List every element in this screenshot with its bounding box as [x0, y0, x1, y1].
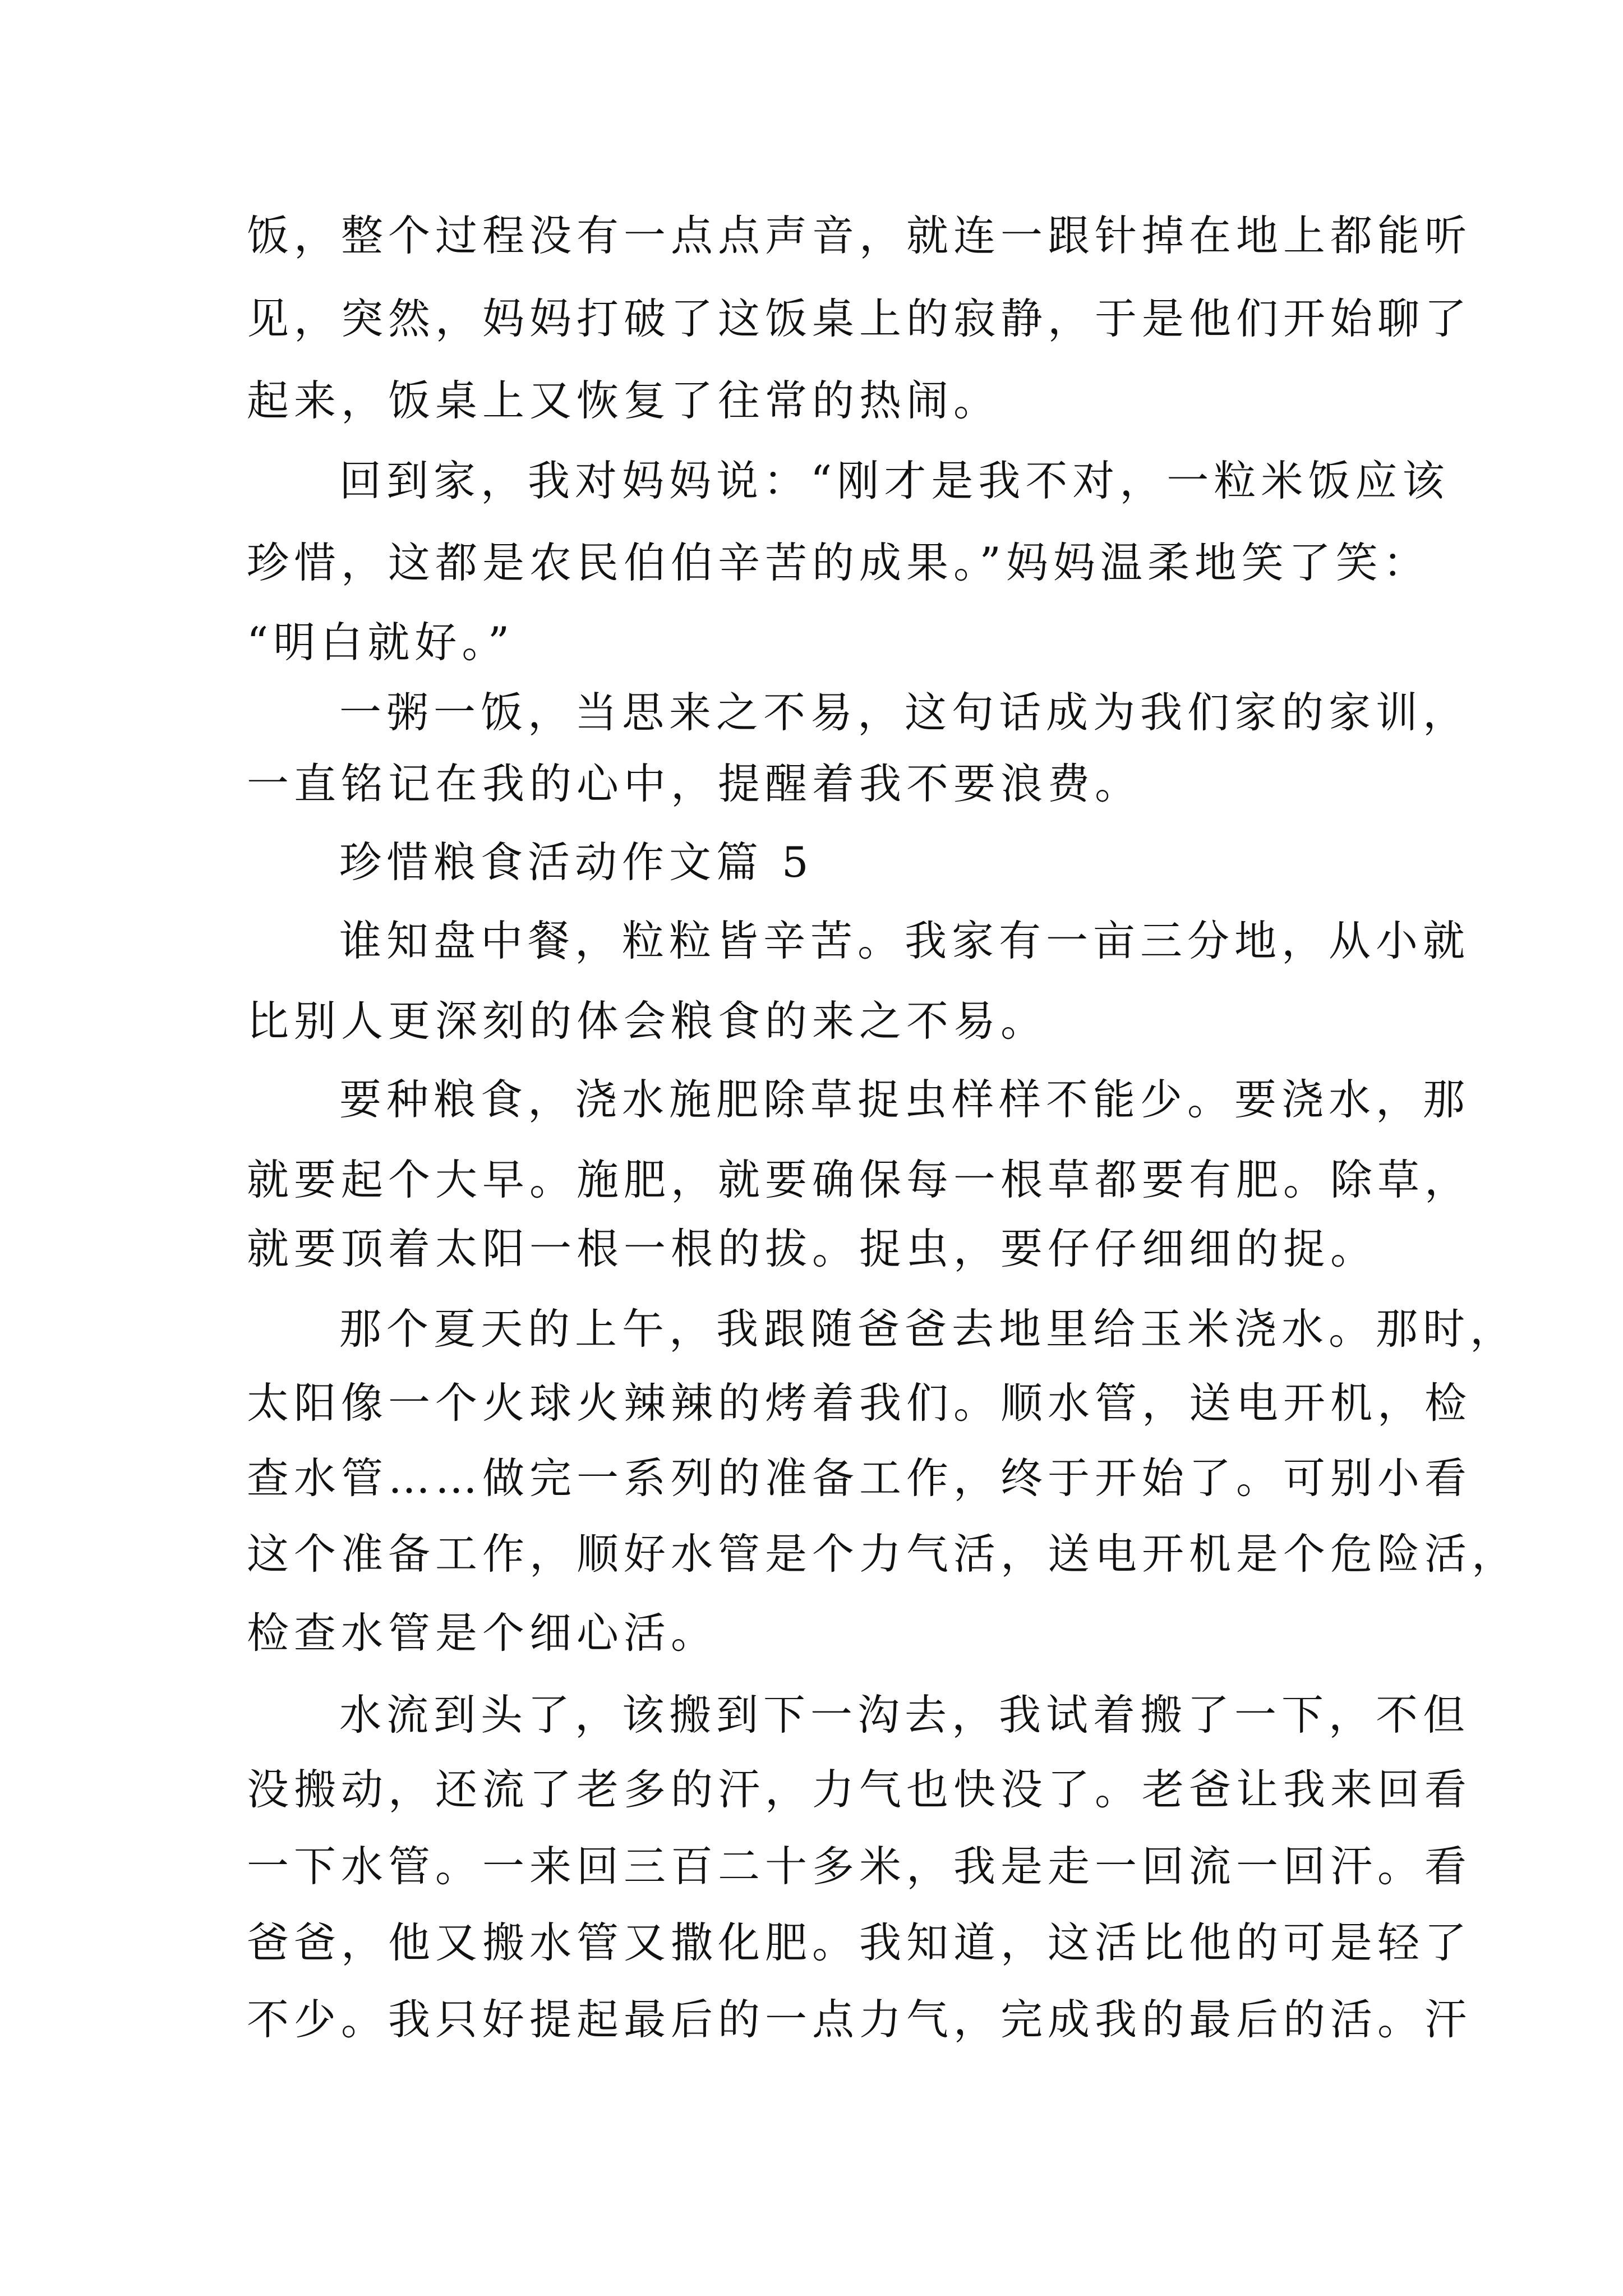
text-line: 爸爸，他又搬水管又撒化肥。我知道，这活比他的可是轻了	[247, 1918, 1472, 1967]
text-line: 查水管……做完一系列的准备工作，终于开始了。可别小看	[247, 1453, 1472, 1503]
text-line: “明白就好。”	[247, 618, 515, 667]
text-line: 饭，整个过程没有一点点声音，就连一跟针掉在地上都能听	[247, 211, 1472, 260]
text-line: 不少。我只好提起最后的一点力气，完成我的最后的活。汗	[247, 1995, 1472, 2044]
text-line: 谁知盘中餐，粒粒皆辛苦。我家有一亩三分地，从小就	[339, 916, 1470, 965]
text-line: 太阳像一个火球火辣辣的烤着我们。顺水管，送电开机，检	[247, 1378, 1472, 1428]
text-line: 一下水管。一来回三百二十多米，我是走一回流一回汗。看	[247, 1842, 1472, 1891]
text-line: 要种粮食，浇水施肥除草捉虫样样不能少。要浇水，那	[339, 1075, 1470, 1124]
text-line: 见，突然，妈妈打破了这饭桌上的寂静，于是他们开始聊了	[247, 294, 1472, 343]
text-line: 一直铭记在我的心中，提醒着我不要浪费。	[247, 759, 1142, 808]
text-line: 回到家，我对妈妈说：“刚才是我不对，一粒米饭应该	[339, 456, 1450, 505]
text-line: 就要起个大早。施肥，就要确保每一根草都要有肥。除草，	[247, 1155, 1472, 1204]
text-line: 一粥一饭，当思来之不易，这句话成为我们家的家训，	[339, 688, 1470, 737]
text-line: 检查水管是个细心活。	[247, 1608, 718, 1658]
text-line: 比别人更深刻的体会粮食的来之不易。	[247, 996, 1048, 1046]
text-line: 就要顶着太阳一根一根的拔。捉虫，要仔仔细细的捉。	[247, 1224, 1378, 1273]
text-line: 起来，饭桌上又恢复了往常的热闹。	[247, 376, 1001, 425]
section-heading: 珍惜粮食活动作文篇 5	[339, 838, 814, 887]
text-line: 这个准备工作，顺好水管是个力气活，送电开机是个危险活，	[247, 1529, 1519, 1579]
text-line: 那个夏天的上午，我跟随爸爸去地里给玉米浇水。那时，	[339, 1304, 1518, 1354]
text-line: 水流到头了，该搬到下一沟去，我试着搬了一下，不但	[339, 1690, 1470, 1740]
text-line: 没搬动，还流了老多的汗，力气也快没了。老爸让我来回看	[247, 1765, 1472, 1814]
text-line: 珍惜，这都是农民伯伯辛苦的成果。”妈妈温柔地笑了笑：	[247, 538, 1430, 587]
